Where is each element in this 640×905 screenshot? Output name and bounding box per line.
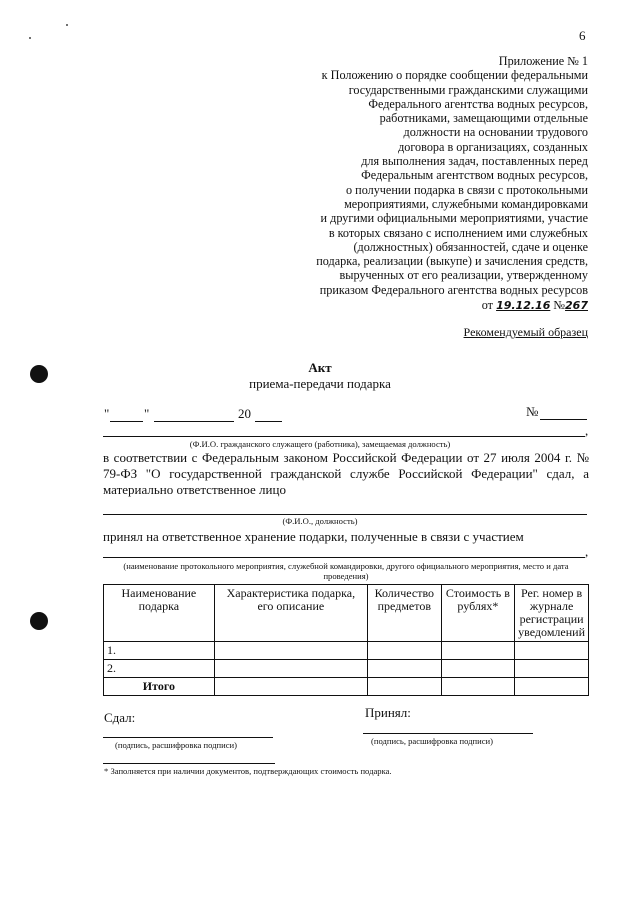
- footnote: * Заполняется при наличии документов, подтверждающих стоимость подарка.: [104, 766, 392, 776]
- handed-signature-field[interactable]: [103, 737, 273, 738]
- event-comma: ,: [585, 544, 589, 559]
- table-row: [104, 660, 589, 678]
- event-caption: (наименование протокольного мероприятия, служебной командировки, другого официального мероприятия, место и дата проведения): [123, 561, 569, 581]
- annex-line: Федеральным агентством водных ресурсов,: [361, 168, 588, 183]
- column-header-quantity: Количество предметов: [367, 585, 441, 642]
- event-field[interactable]: [103, 557, 585, 558]
- annex-line: и другими официальными мероприятиями, участие: [320, 211, 588, 226]
- responsible-caption: (Ф.И.О., должность): [282, 516, 358, 526]
- table-cell[interactable]: [515, 660, 589, 678]
- column-header-cost: Стоимость в рублях*: [441, 585, 515, 642]
- table-total-row: [104, 678, 589, 696]
- table-cell[interactable]: 2.: [104, 660, 215, 678]
- recommended-sample-label: Рекомендуемый образец: [463, 325, 588, 339]
- table-cell[interactable]: [367, 642, 441, 660]
- employee-field[interactable]: [103, 436, 585, 437]
- date-quote-close: ": [144, 406, 150, 421]
- year-prefix: 20: [238, 406, 251, 421]
- total-label: Итого: [104, 678, 215, 696]
- annex-line: Приложение № 1: [498, 54, 588, 68]
- annex-line: приказом Федерального агентства водных ресурсов: [319, 282, 588, 297]
- accepted-text: принял на ответственное хранение подарки, полученные в связи с участием: [103, 529, 524, 544]
- act-subtitle: приема-передачи подарка: [249, 376, 391, 391]
- column-header-registration-number: Рег. номер в журнале регистрации уведомлений: [515, 585, 589, 642]
- gifts-table: [103, 584, 589, 696]
- annex-line: в которых связано с исполнением ими служебных: [328, 225, 588, 240]
- responsible-person-field[interactable]: [103, 514, 587, 515]
- footnote-separator: [103, 763, 275, 764]
- scan-speck: [29, 37, 31, 39]
- binder-hole: [30, 612, 48, 630]
- table-header-row: [104, 585, 589, 642]
- table-cell[interactable]: [441, 678, 515, 696]
- scan-speck: [66, 24, 68, 26]
- annex-line: работниками, замещающими отдельные: [379, 111, 588, 126]
- table-cell[interactable]: [214, 642, 367, 660]
- order-reference: [288, 298, 588, 313]
- order-number-label: №: [553, 298, 566, 313]
- table-cell[interactable]: [214, 678, 367, 696]
- employee-comma: ,: [585, 423, 589, 438]
- date-quote-open: ": [104, 406, 110, 421]
- table-cell[interactable]: [214, 660, 367, 678]
- annex-line: подарка, реализации (выкупе) и зачисления средств,: [316, 254, 588, 269]
- table-cell[interactable]: [441, 660, 515, 678]
- annex-line: (должностных) обязанностей, сдаче и оценке: [353, 239, 588, 254]
- employee-caption: (Ф.И.О. гражданского служащего (работника), замещаемая должность): [189, 439, 451, 449]
- law-text: в соответствии с Федеральным законом Российской Федерации от 27 июля 2004 г. № 79-ФЗ "О государственной гражданской службе Российской Федерации" сдал, а материально ответственное лицо: [103, 450, 589, 497]
- received-label: Принял:: [365, 705, 411, 720]
- act-number-field[interactable]: [540, 419, 587, 420]
- page-number: 6: [579, 28, 586, 43]
- annex-line: договора в организациях, созданных: [398, 139, 588, 154]
- table-row: [104, 642, 589, 660]
- table-cell[interactable]: 1.: [104, 642, 215, 660]
- annex-line: должности на основании трудового: [403, 125, 588, 140]
- act-title: Акт: [308, 360, 332, 375]
- handed-label: Сдал:: [104, 710, 136, 725]
- table-cell[interactable]: [367, 678, 441, 696]
- annex-line: государственными гражданскими служащими: [348, 82, 588, 97]
- order-number: 267: [565, 299, 588, 313]
- handed-signature-caption: (подпись, расшифровка подписи): [115, 740, 237, 750]
- table-cell[interactable]: [515, 642, 589, 660]
- table-cell[interactable]: [441, 642, 515, 660]
- day-field[interactable]: [110, 421, 143, 422]
- annex-line: мероприятиями, служебными командировками: [344, 196, 588, 211]
- annex-line: для выполнения задач, поставленных перед: [361, 154, 588, 169]
- table-cell[interactable]: [367, 660, 441, 678]
- order-prefix: от: [481, 298, 494, 313]
- annex-header: [288, 54, 588, 313]
- month-field[interactable]: [154, 421, 234, 422]
- column-header-gift-name: Наименование подарка: [104, 585, 215, 642]
- annex-line: вырученных от его реализации, утвержденному: [339, 268, 588, 283]
- annex-line: к Положению о порядке сообщении федеральными: [321, 68, 588, 83]
- order-date: 19.12.16: [496, 299, 551, 313]
- annex-line: о получении подарка в связи с протокольными: [346, 182, 588, 197]
- year-field[interactable]: [255, 421, 282, 422]
- column-header-description: Характеристика подарка, его описание: [214, 585, 367, 642]
- annex-line: Федерального агентства водных ресурсов,: [368, 96, 588, 111]
- act-number-label: №: [526, 404, 539, 419]
- received-signature-caption: (подпись, расшифровка подписи): [371, 736, 493, 746]
- received-signature-field[interactable]: [363, 733, 533, 734]
- table-cell[interactable]: [515, 678, 589, 696]
